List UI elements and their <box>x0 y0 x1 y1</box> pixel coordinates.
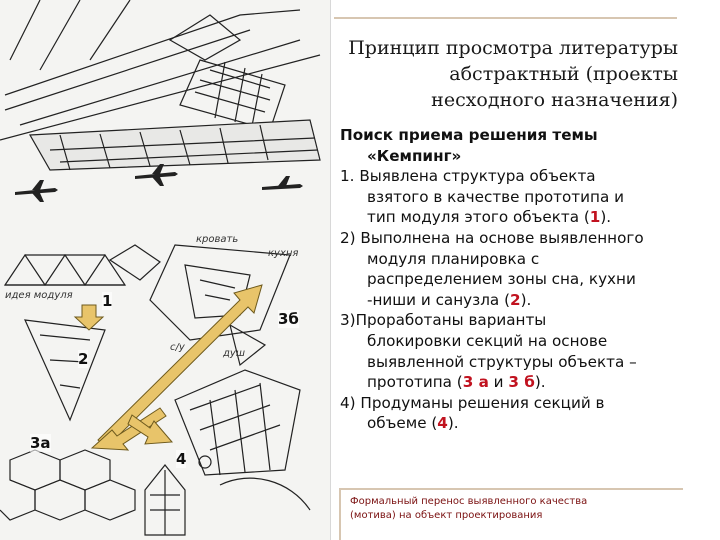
item3-text: прототипа ( <box>367 373 463 392</box>
item2-line: распределением зоны сна, кухни <box>367 270 636 289</box>
hex-cluster-sketch <box>0 450 135 520</box>
ref-4: 4 <box>437 414 448 433</box>
description-text <box>340 125 712 434</box>
figure-label-3b: 3б <box>278 310 299 328</box>
airport-sketch <box>0 0 320 170</box>
figure-label-1: 1 <box>102 292 113 310</box>
arrow-diagonal-2 <box>98 285 262 448</box>
item2-line: 2) Выполнена на основе выявленного <box>340 228 644 247</box>
figure-label-2: 2 <box>78 350 89 368</box>
item1-line <box>340 207 712 228</box>
divider-vertical <box>330 0 331 540</box>
footnote-line: Формальный перенос выявленного качества <box>350 496 588 507</box>
footnote <box>350 495 680 523</box>
sketch-word-wc: с/у <box>170 342 185 353</box>
module-idea-sketch <box>5 245 160 420</box>
item2-line: модуля планировка с <box>367 249 540 268</box>
item4-text: объеме ( <box>367 414 438 433</box>
sketch-word-shower: душ <box>223 348 245 359</box>
sketch-illustration <box>0 0 330 540</box>
item2-text: -ниши и санузла ( <box>367 290 510 309</box>
ref-1: 1 <box>589 208 601 227</box>
title-line: абстрактный (проекты <box>449 63 678 85</box>
item3-line: 3)Проработаны варианты <box>340 311 547 330</box>
ref-3a: 3 а <box>462 373 489 392</box>
item1-tail: ). <box>600 208 612 227</box>
item3-tail: ). <box>534 373 546 392</box>
title-line: Принцип просмотра литературы <box>348 37 678 59</box>
title-rule <box>334 17 677 19</box>
item3-line <box>340 372 712 393</box>
item4-line: 4) Продуманы решения секций в <box>340 393 605 412</box>
item2-tail: ). <box>520 290 532 309</box>
figure-label-4: 4 <box>176 450 187 468</box>
volume-sketch <box>145 370 310 535</box>
ref-2: 2 <box>510 290 521 309</box>
item1-text: тип модуля этого объекта ( <box>367 208 590 227</box>
sketch-word-bed: кровать <box>196 234 239 245</box>
item3-mid: и <box>488 373 509 392</box>
figure-label-3a: 3а <box>30 434 51 452</box>
sketch-word-kitchen: кухня <box>268 248 299 259</box>
heading-line: «Кемпинг» <box>367 146 462 165</box>
item1-line: 1. Выявлена структура объекта <box>340 167 596 186</box>
page-title <box>338 35 678 113</box>
item4-line <box>340 413 712 434</box>
heading-line: Поиск приема решения темы <box>340 126 598 144</box>
item3-line: выявленной структуры объекта – <box>367 352 637 371</box>
sketch-word-module-idea: идея модуля <box>5 290 73 301</box>
title-line: несходного назначения) <box>431 89 678 111</box>
item3-line: блокировки секций на основе <box>367 331 608 350</box>
item2-line <box>340 290 712 311</box>
item4-tail: ). <box>447 414 459 433</box>
ref-3b: 3 б <box>508 373 535 392</box>
item1-line: взятого в качестве прототипа и <box>367 187 624 206</box>
footnote-line: (мотива) на объект проектирования <box>350 510 543 521</box>
